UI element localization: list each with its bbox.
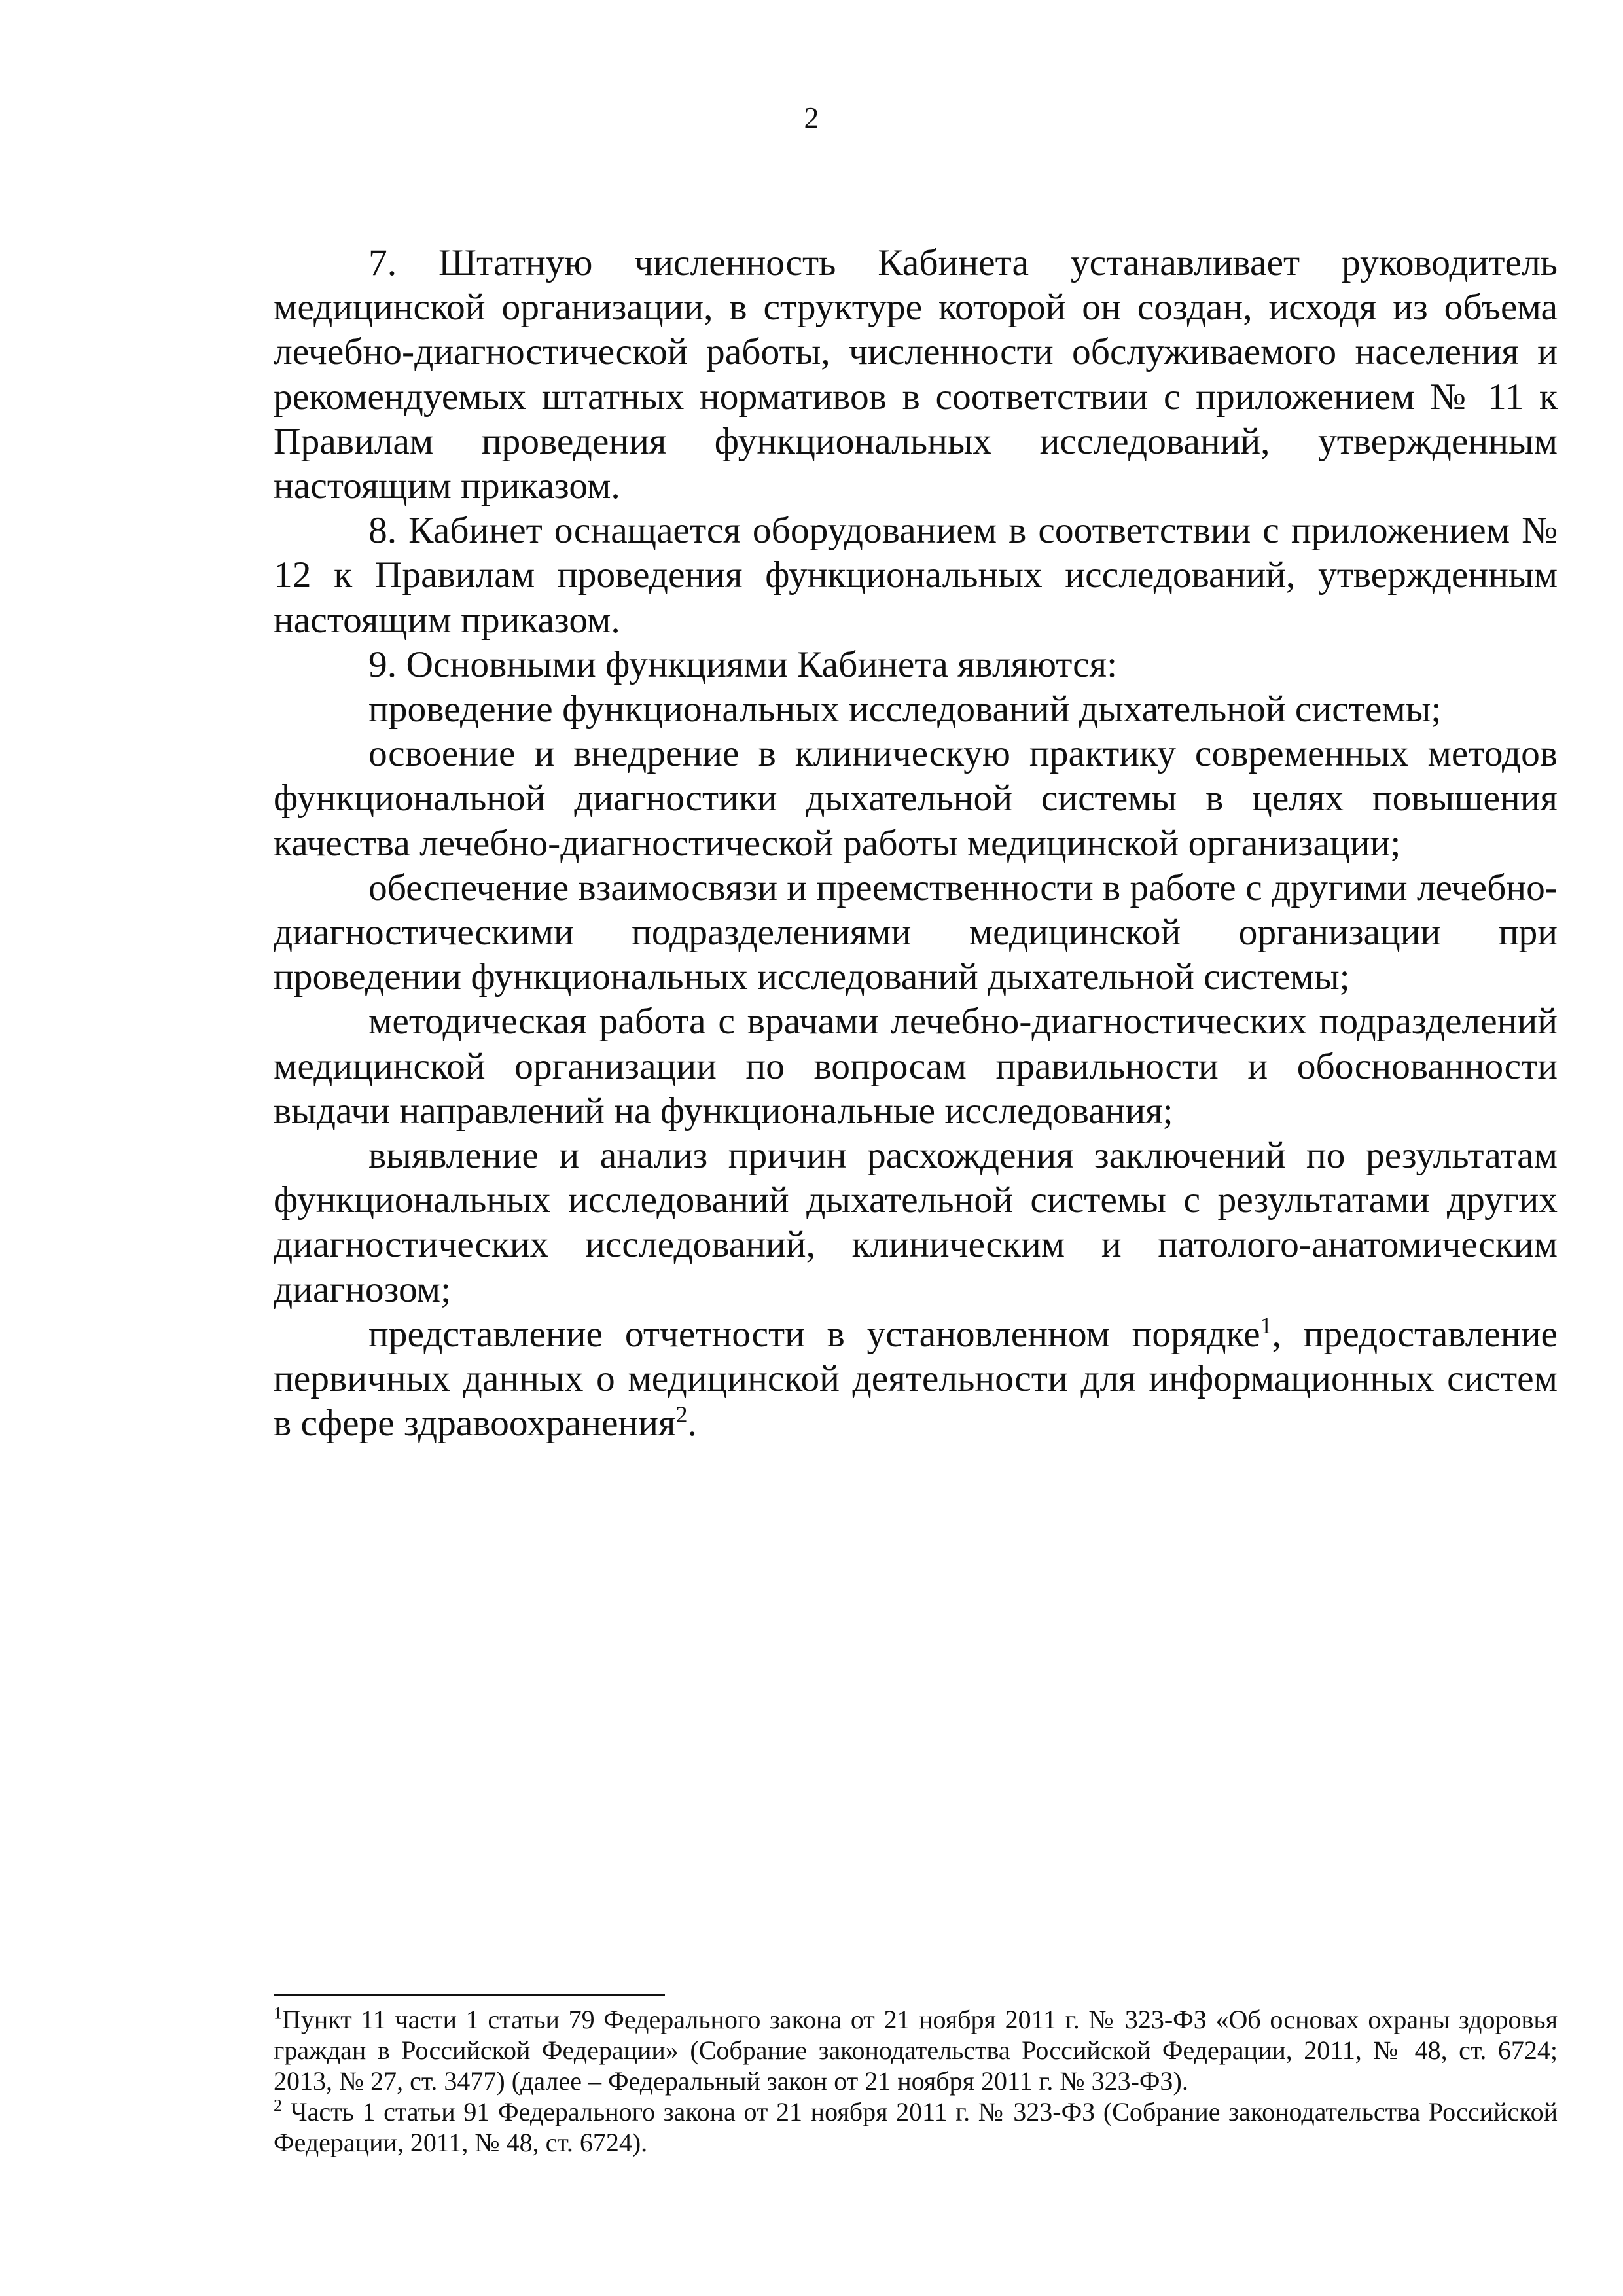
function-item-6-text-c: . [687, 1403, 697, 1444]
function-item-6 [274, 1312, 1558, 1446]
function-item-3: обеспечение взаимосвязи и преемственности в работе с другими лечебно-диагностическими подразделениями медицинской организации при проведении функциональных исследований дыхательной системы; [274, 867, 1558, 998]
function-item-5: выявление и анализ причин расхождения заключений по результатам функциональных исследований дыхательной системы с результатами других диагностических исследований, клиническим и патолого-анатомическим диагнозом; [274, 1135, 1558, 1310]
paragraph-8: 8. Кабинет оснащается оборудованием в соответствии с приложением № 12 к Правилам проведения функциональных исследований, утвержденным настоящим приказом. [274, 510, 1558, 641]
function-item-6-text-b: , предоставление первичных данных о медицинской деятельности для информационных систем в сфере здравоохранения [274, 1313, 1558, 1444]
footnote-1-mark: 1 [274, 2003, 282, 2023]
document-body [274, 241, 1558, 1446]
footnote-2-mark: 2 [274, 2096, 282, 2115]
footnote-1 [274, 2004, 1558, 2096]
function-item-6-text-a: представление отчетности в установленном порядке [368, 1313, 1260, 1355]
function-item-2: освоение и внедрение в клиническую практику современных методов функциональной диагностики дыхательной системы в целях повышения качества лечебно-диагностической работы медицинской организации; [274, 733, 1558, 864]
footnote-ref-1: 1 [1260, 1312, 1272, 1338]
paragraph-9: 9. Основными функциями Кабинета являются: [368, 643, 1118, 685]
footnote-2-text: Часть 1 статьи 91 Федерального закона от 21 ноября 2011 г. № 323-ФЗ (Собрание законодательства Российской Федерации, 2011, № 48, ст. 6724). [274, 2097, 1558, 2157]
footnote-2 [274, 2096, 1558, 2158]
footnote-ref-2: 2 [675, 1401, 688, 1428]
page-number: 2 [804, 101, 819, 134]
function-item-4: методическая работа с врачами лечебно-диагностических подразделений медицинской организации по вопросам правильности и обоснованности выдачи направлений на функциональные исследования; [274, 1001, 1558, 1132]
paragraph-7: 7. Штатную численность Кабинета устанавливает руководитель медицинской организации, в структуре которой он создан, исходя из объема лечебно-диагностической работы, численности обслуживаемого населения и рекомендуемых штатных нормативов в соответствии с приложением № 11 к Правилам проведения функциональных исследований, утвержденным настоящим приказом. [274, 242, 1558, 507]
footnotes [274, 2004, 1558, 2158]
function-item-1: проведение функциональных исследований дыхательной системы; [368, 689, 1442, 730]
footnote-separator [274, 1994, 665, 1996]
footnote-1-text: Пункт 11 части 1 статьи 79 Федерального закона от 21 ноября 2011 г. № 323-ФЗ «Об основах охраны здоровья граждан в Российской Федерации» (Собрание законодательства Российской Федерации, 2011, № 48, ст. 6724; 2013, № 27, ст. 3477) (далее – Федеральный закон от 21 ноября 2011 г. № 323-ФЗ). [274, 2005, 1558, 2096]
